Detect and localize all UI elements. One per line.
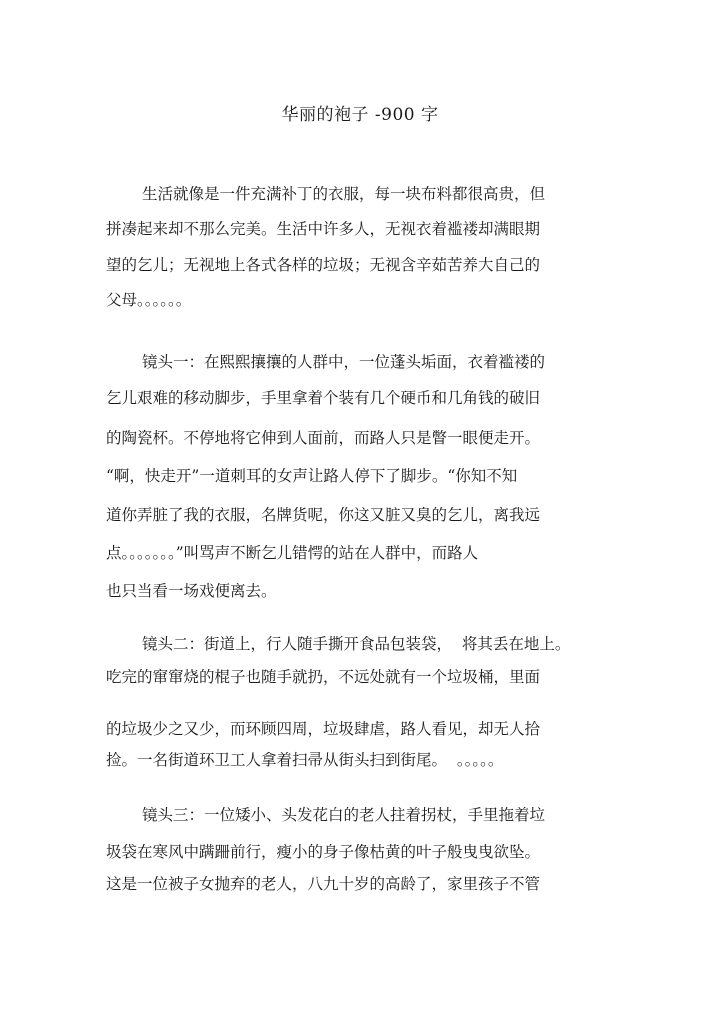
paragraph-2-line-7: 也只当看一场戏便离去。 <box>106 582 277 600</box>
paragraph-3-line-1: 镜头二：街道上，行人随手撕开食品包装袋， 将其丢在地上。 <box>142 635 571 653</box>
paragraph-1-line-2: 拼凑起来却不那么完美。生活中许多人，无视衣着褴褛却满眼期 <box>106 220 541 238</box>
paragraph-2-line-2: 乞儿艰难的移动脚步，手里拿着个装有几个硬币和几角钱的破旧 <box>106 389 541 407</box>
paragraph-1-line-1: 生活就像是一件充满补丁的衣服，每一块布料都很高贵，但 <box>142 185 546 203</box>
paragraph-2-line-5: 道你弄脏了我的衣服，名牌货呢，你这又脏又臭的乞儿，离我远 <box>106 506 541 524</box>
paragraph-4-line-1: 镜头三：一位矮小、头发花白的老人拄着拐杖，手里拖着垃 <box>142 806 546 824</box>
paragraph-2-line-3: 的陶瓷杯。不停地将它伸到人面前，而路人只是瞥一眼便走开。 <box>106 429 541 447</box>
paragraph-2-line-6: 点。。。。。。。”叫骂声不断乞儿错愕的站在人群中，而路人 <box>106 544 479 562</box>
paragraph-2-line-1: 镜头一：在熙熙攘攘的人群中，一位蓬头垢面，衣着褴褛的 <box>142 353 546 371</box>
paragraph-1-line-3: 望的乞儿；无视地上各式各样的垃圾；无视含辛茹苦养大自己的 <box>106 256 541 274</box>
paragraph-3-line-4: 捡。一名街道环卫工人拿着扫帚从街头扫到街尾。 。。。。。 <box>106 751 504 769</box>
paragraph-4-line-3: 这是一位被子女抛弃的老人，八九十岁的高龄了，家里孩子不管 <box>106 875 541 893</box>
paragraph-1-line-4: 父母。。。。。。 <box>106 291 192 309</box>
document-title: 华丽的袍子 -900 字 <box>281 105 439 125</box>
paragraph-4-line-2: 圾袋在寒风中蹒跚前行，瘦小的身子像枯黄的叶子般曳曳欲坠。 <box>106 843 541 861</box>
paragraph-3-line-3: 的垃圾少之又少，而环顾四周，垃圾肆虐，路人看见，却无人拾 <box>106 720 541 738</box>
paragraph-2-line-4: “啊，快走开”一道刺耳的女声让路人停下了脚步。“你知不知 <box>106 467 518 485</box>
paragraph-3-line-2: 吃完的窜窜烧的棍子也随手就扔，不远处就有一个垃圾桶，里面 <box>106 668 541 686</box>
